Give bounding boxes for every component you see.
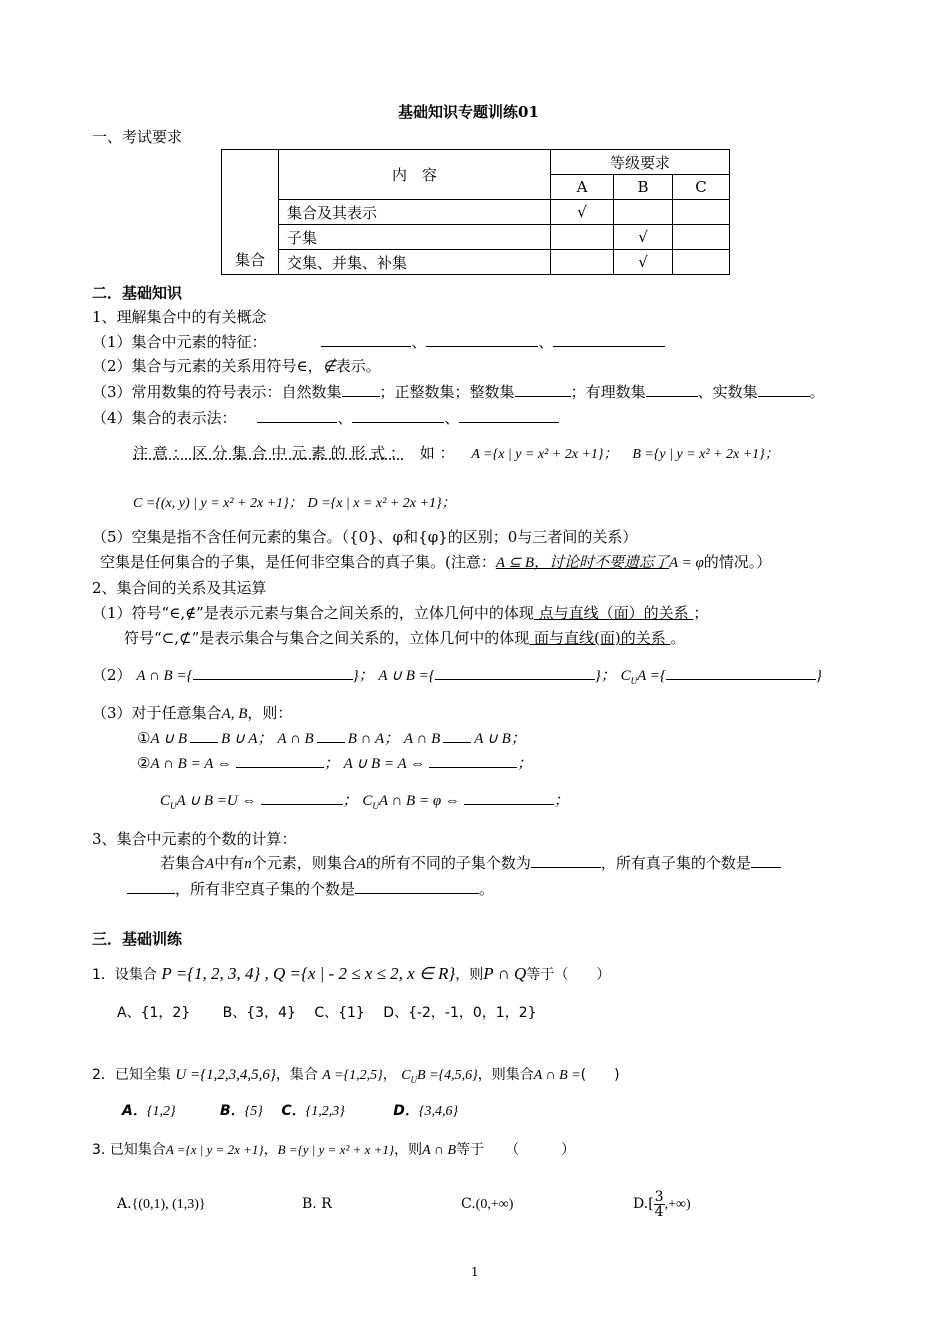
question-3-options — [117, 1194, 206, 1215]
fraction — [654, 1190, 665, 1219]
question-text: 设集合 — [114, 967, 157, 983]
formula: P ={1, 2, 3, 4} , Q ={x | - 2 ≤ x ≤ 2, x ∈ R} — [161, 964, 456, 983]
note-text: 注 意 ： 区 分 集 合 中 元 素 的 形 式 ： — [133, 444, 405, 462]
item-text: 点与直线（面）的关系 — [533, 604, 694, 622]
option-value: ,+∞) — [664, 1197, 691, 1212]
formula: A ∪ B — [150, 731, 187, 747]
question-text: ， — [382, 1067, 397, 1083]
option-label: B． — [220, 1103, 245, 1119]
table-cell — [551, 225, 614, 250]
item-text: ； — [693, 604, 709, 622]
table-cell — [673, 250, 730, 275]
formula: n — [244, 856, 252, 872]
formula: A ∩ B — [422, 1143, 457, 1158]
table-cell: √ — [614, 225, 673, 250]
item-text: 的所有不同的子集个数为 — [365, 854, 531, 872]
formula: ； — [342, 793, 358, 809]
option-value: (0,+∞) — [475, 1197, 514, 1212]
item-4: （4）集合的表示法： 、 、 — [92, 408, 559, 428]
option-label: A. — [117, 1196, 132, 1212]
answer-blank — [127, 879, 175, 894]
option-label: D. — [633, 1196, 649, 1212]
table-header-content: 内 容 — [279, 150, 551, 200]
table-group-label: 集合 — [222, 150, 279, 275]
formula: ； — [517, 756, 533, 772]
note-text: 如 ： — [419, 444, 455, 462]
table-cell — [551, 250, 614, 275]
answer-blank — [646, 382, 698, 397]
question-text: 等于 （ ） — [456, 1142, 576, 1158]
item-text: 的情况。） — [703, 553, 772, 571]
option-value: {5} — [244, 1104, 263, 1119]
table-row — [222, 250, 730, 275]
option-label: D． — [393, 1103, 419, 1119]
question-number: 1． — [92, 967, 115, 983]
requirements-table — [221, 149, 730, 275]
answer-blank — [355, 879, 479, 894]
formula: U — [630, 676, 638, 686]
answer-blank — [751, 853, 781, 868]
formula: A ∩ B ={ — [136, 668, 193, 684]
item-text: （4）集合的表示法： — [92, 409, 237, 427]
item-text: ，所有非空真子集的个数是 — [175, 880, 356, 898]
formula: B ={y | y = x² + 2x +1}； — [632, 447, 779, 462]
table-row-label: 交集、并集、补集 — [279, 250, 551, 275]
table-row — [222, 225, 730, 250]
formula: B ={4,5,6} — [417, 1068, 478, 1083]
formula: A — [356, 856, 366, 872]
comparison-line-2 — [137, 753, 532, 774]
formula: B ∩ A； — [347, 731, 400, 747]
table-header-grade: B — [614, 175, 673, 200]
relations-item-2 — [92, 665, 822, 691]
page-title: 基础知识专题训练01 — [398, 103, 539, 121]
answer-blank — [666, 665, 816, 680]
answer-blank — [261, 790, 343, 805]
note-line — [133, 443, 779, 465]
item-text: 面与直线(面)的关系 — [529, 629, 671, 647]
item-empty-set — [100, 552, 771, 573]
option-label: C. — [461, 1196, 476, 1212]
answer-blank — [426, 332, 538, 347]
table-row — [222, 200, 730, 225]
relations-item-3 — [92, 703, 292, 724]
question-number: 2． — [92, 1067, 115, 1083]
formula: A — [205, 856, 215, 872]
option-value: {1,2,3} — [305, 1104, 345, 1119]
answer-blank — [317, 728, 345, 743]
item-text: （3）对于任意集合 — [92, 704, 222, 722]
item-text: （1）符号“∈,∉”是表示元素与集合之间关系的，立体几何中的体现 — [92, 604, 534, 622]
formula: ； — [323, 756, 339, 772]
formula: A ={x | y = 2x +1} — [165, 1142, 264, 1157]
table-cell: √ — [614, 250, 673, 275]
question-text: 等于（ ） — [526, 967, 611, 983]
table-header-level: 等级要求 — [551, 150, 730, 175]
item-text: 表示。 — [335, 357, 381, 375]
symbol: ∉ — [322, 359, 336, 375]
question-text: ，则 — [394, 1142, 423, 1158]
answer-blank — [553, 332, 665, 347]
formula: C — [160, 793, 171, 809]
question-2-options — [122, 1101, 458, 1122]
formula: A ⊆ B，讨论时不要遗忘了 — [495, 555, 669, 571]
question-text: ( ) — [580, 1067, 620, 1083]
item-text: 、实数集 — [697, 383, 758, 401]
item-1: （1）集合中元素的特征： 、 、 — [92, 332, 665, 352]
formula: A, B — [221, 706, 248, 722]
answer-blank — [352, 408, 444, 423]
answer-blank — [435, 665, 595, 680]
page-number: 1 — [471, 1265, 479, 1279]
question-2 — [92, 1065, 620, 1090]
question-text: ，则 — [455, 967, 484, 983]
answer-blank — [190, 728, 218, 743]
answer-blank — [236, 753, 324, 768]
question-3-option-c — [461, 1194, 513, 1215]
formula: A ∪ B； — [474, 731, 526, 747]
question-text: ， — [263, 1142, 278, 1158]
item-text: ② — [137, 754, 151, 772]
formula: }； — [594, 668, 616, 684]
item-text: （1）集合中元素的特征： — [92, 333, 267, 351]
formula: } — [815, 668, 822, 684]
formula: U — [410, 1074, 418, 1085]
answer-blank — [464, 790, 554, 805]
relations-heading: 2、集合间的关系及其运算 — [92, 579, 267, 597]
item-text: 中有 — [214, 854, 245, 872]
question-text: 已知全集 — [114, 1067, 171, 1083]
section-heading-training: 三．基础训练 — [92, 930, 183, 948]
item-text: 空集是任何集合的子集，是任何非空集合的真子集。(注意： — [100, 553, 496, 571]
formula: A ∪ B = A ⇔ — [343, 756, 426, 772]
formula: C — [362, 793, 373, 809]
question-1 — [92, 964, 610, 985]
table-cell — [673, 225, 730, 250]
item-text: ；有理数集 — [570, 383, 646, 401]
item-text: 。 — [479, 880, 495, 898]
item-text: （2） — [92, 666, 132, 684]
question-1-options: A、{1，2} B、{3，4} C、{1} D、{-2，-1，0，1，2} — [117, 1005, 537, 1021]
item-text: ① — [137, 729, 151, 747]
table-header-grade: A — [551, 175, 614, 200]
formula: U — [170, 801, 177, 811]
item-text: （3）常用数集的符号表示：自然数集 — [92, 383, 342, 401]
answer-blank — [429, 753, 517, 768]
fraction-numerator: 3 — [654, 1188, 664, 1205]
formula: A ={1,2,5} — [322, 1068, 383, 1083]
formula: A ={x | y = x² + 2x +1}； — [471, 447, 618, 462]
formula: P ∩ Q — [483, 964, 527, 983]
answer-blank — [515, 382, 571, 397]
table-cell — [614, 200, 673, 225]
formula: A ∪ B =U ⇔ — [176, 793, 257, 809]
item-text: ；正整数集；整数集 — [379, 383, 515, 401]
table-row-label: 集合及其表示 — [279, 200, 551, 225]
option-label: A． — [122, 1103, 147, 1119]
formula: A ∪ B ={ — [378, 668, 435, 684]
section-heading-basics: 二．基础知识 — [92, 284, 183, 302]
formula: A = φ — [668, 555, 704, 571]
table-row-label: 子集 — [279, 225, 551, 250]
option-value: {3,4,6} — [418, 1104, 459, 1119]
option-value: {1,2} — [146, 1104, 176, 1119]
formula: ； — [553, 793, 569, 809]
answer-blank — [531, 853, 601, 868]
comparison-line-1 — [137, 728, 526, 749]
item-text: 。 — [670, 629, 686, 647]
formula: A ∩ B — [403, 731, 441, 747]
item-text: ，则： — [247, 704, 293, 722]
item-3 — [92, 382, 825, 402]
count-line-1 — [160, 853, 781, 874]
formula: A ={ — [637, 668, 666, 684]
answer-blank — [257, 408, 337, 423]
formula: U ={1,2,3,4,5,6} — [175, 1067, 276, 1083]
formula: C ={(x, y) | y = x² + 2x +1}； — [133, 496, 303, 511]
section-heading-requirements: 一、考试要求 — [92, 128, 183, 146]
formula: C — [401, 1068, 411, 1083]
answer-blank — [443, 728, 471, 743]
formula: }； — [352, 668, 374, 684]
item-2 — [92, 356, 381, 377]
question-3 — [92, 1140, 575, 1161]
concept-heading: 1、理解集合中的有关概念 — [92, 308, 267, 326]
formula: A ∩ B = A ⇔ — [150, 756, 232, 772]
question-text: 已知集合 — [109, 1142, 166, 1158]
item-5: （5）空集是指不含任何元素的集合。（{0}、φ和{φ}的区别；0与三者间的关系） — [92, 528, 638, 546]
item-text: 若集合 — [160, 854, 206, 872]
item-text: （2）集合与元素的关系用符号∈， — [92, 357, 323, 375]
item-text: ，所有真子集的个数是 — [600, 854, 751, 872]
item-text: 。 — [809, 383, 825, 401]
question-number: 3. — [92, 1142, 106, 1158]
question-3-option-b: B. R — [302, 1196, 332, 1212]
answer-blank — [321, 332, 411, 347]
item-text: 个元素，则集合 — [251, 854, 357, 872]
note-formulas — [133, 492, 456, 514]
answer-blank — [459, 408, 559, 423]
count-line-2 — [127, 879, 494, 899]
formula: A ∩ B = φ ⇔ — [378, 793, 460, 809]
answer-blank — [758, 382, 810, 397]
option-value: {(0,1), (1,3)} — [131, 1197, 206, 1212]
table-cell: √ — [551, 200, 614, 225]
table-header-grade: C — [673, 175, 730, 200]
option-value: [ — [648, 1196, 654, 1212]
question-3-option-d — [633, 1187, 691, 1222]
item-text: 符号“⊂,⊄”是表示集合与集合之间关系的，立体几何中的体现 — [124, 629, 530, 647]
question-text: ，则集合 — [477, 1067, 534, 1083]
formula: C — [620, 668, 631, 684]
formula: A ∩ B — [277, 731, 314, 747]
question-text: ，集合 — [275, 1067, 318, 1083]
answer-blank — [193, 665, 353, 680]
comparison-line-3 — [160, 790, 569, 816]
formula: D ={x | x = x² + 2x +1}； — [307, 496, 456, 511]
option-label: C． — [281, 1103, 306, 1119]
formula: B ={y | y = x² + x +1} — [277, 1142, 395, 1157]
formula: A ∩ B = — [533, 1068, 581, 1083]
table-cell — [673, 200, 730, 225]
relations-item-1b — [124, 628, 686, 648]
relations-item-1 — [92, 603, 708, 623]
answer-blank — [342, 382, 380, 397]
count-heading: 3、集合中元素的个数的计算： — [92, 830, 297, 848]
formula: B ∪ A； — [221, 731, 273, 747]
formula: U — [372, 801, 379, 811]
fraction-denominator: 4 — [654, 1203, 664, 1220]
